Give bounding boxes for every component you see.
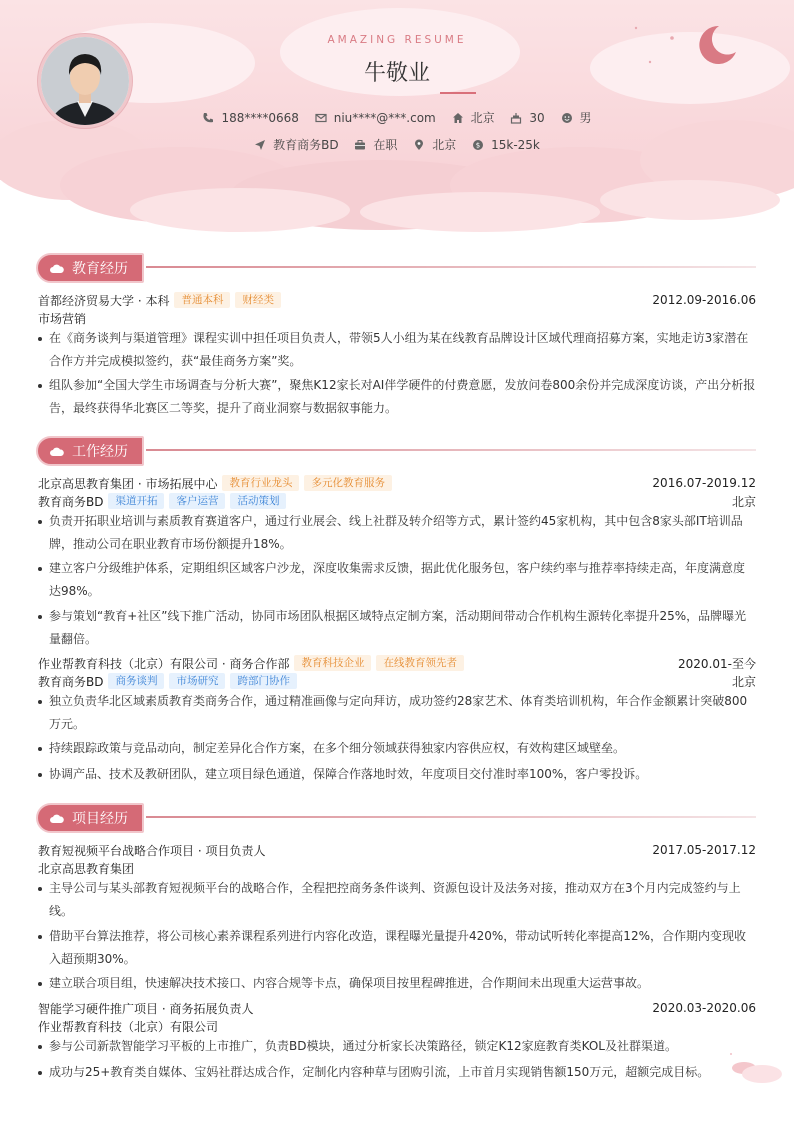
- project-org-row: [38, 1018, 756, 1034]
- section-projects: [36, 802, 144, 834]
- tagline: AMAZING RESUME: [327, 34, 467, 46]
- resume-header: [0, 0, 794, 232]
- project-org: 作业帮教育科技（北京）有限公司: [38, 1019, 219, 1034]
- home-icon: [452, 112, 464, 124]
- tag: 教育行业龙头: [222, 475, 299, 491]
- section-pill: [36, 436, 144, 466]
- education-major-row: [38, 310, 756, 326]
- cloud-icon: [50, 264, 64, 273]
- project-name: 教育短视频平台战略合作项目 · 项目负责人: [38, 843, 266, 858]
- skill-tag: 市场研究: [169, 673, 225, 689]
- cake-icon: [510, 112, 522, 124]
- school-name: 首都经济贸易大学 · 本科: [38, 293, 170, 308]
- status-value: 在职: [373, 138, 398, 152]
- phone-value: 188****0668: [221, 110, 299, 125]
- position-item: [254, 136, 338, 153]
- cloud-icon: [50, 814, 64, 823]
- job-intent-row: [0, 136, 794, 154]
- list-item: 建立客户分级维护体系，定期组织区域客户沙龙，深度收集需求反馈，据此优化服务包，客户续约率与推荐率持续走高，年度满意度达98%。: [38, 557, 756, 603]
- list-item: 主导公司与某头部教育短视频平台的战略合作，全程把控商务条件谈判、资源包设计及法务对接，推动双方在3个月内完成签约与上线。: [38, 877, 756, 923]
- list-item: 独立负责华北区域素质教育类商务合作，通过精准画像与定向拜访，成功签约28家艺术、体育类培训机构，年合作金额累计突破800万元。: [38, 690, 756, 736]
- project-org: 北京高思教育集团: [38, 861, 135, 876]
- section-title-text: 工作经历: [72, 444, 128, 460]
- skill-tag: 客户运营: [169, 493, 225, 509]
- name-underline: [440, 92, 476, 94]
- home-value: 北京: [470, 111, 495, 125]
- phone-icon: [202, 112, 214, 124]
- section-rule: [146, 266, 756, 268]
- position-value: 教育商务BD: [273, 138, 339, 152]
- gender-item: [561, 109, 592, 126]
- list-item: 协调产品、技术及教研团队，建立项目绿色通道，保障合作落地时效，年度项目交付准时率100%，客户零投诉。: [38, 763, 756, 786]
- education-period: 2012.09-2016.06: [652, 293, 756, 307]
- section-rule: [146, 449, 756, 451]
- section-pill: [36, 253, 144, 283]
- project-period: 2020.03-2020.06: [652, 1001, 756, 1015]
- mail-icon: [315, 112, 327, 124]
- job-period: 2020.01-至今: [678, 656, 756, 671]
- education-header: [38, 292, 756, 308]
- candidate-name: 牛敬业: [363, 61, 430, 86]
- gender-icon: [561, 112, 573, 124]
- company-name: 作业帮教育科技（北京）有限公司 · 商务合作部: [38, 656, 290, 671]
- section-work: [36, 435, 144, 467]
- tag: 教育科技企业: [294, 655, 371, 671]
- tag: 在线教育领先者: [376, 655, 464, 671]
- skill-tag: 跨部门协作: [230, 673, 297, 689]
- email-item: [315, 111, 436, 125]
- list-item: 参与公司新款智能学习平板的上市推广，负责BD模块，通过分析家长决策路径，锁定K12家庭教育类KOL及社群渠道。: [38, 1035, 756, 1058]
- job-header: [38, 655, 756, 671]
- location-icon: [413, 139, 425, 151]
- job-header: [38, 475, 756, 491]
- skill-tag: 商务谈判: [108, 673, 164, 689]
- email-value: niu****@***.com: [333, 110, 436, 125]
- tag: 普通本科: [174, 292, 230, 308]
- phone-item: [202, 111, 298, 125]
- project-header: [38, 1000, 756, 1016]
- major: 市场营销: [38, 311, 87, 326]
- list-item: 组队参加“全国大学生市场调查与分析大赛”，聚焦K12家长对AI伴学硬件的付费意愿，发放问卷800余份并完成深度访谈，产出分析报告，最终获得华北赛区二等奖，提升了商业洞察与数据叙事能力。: [38, 374, 756, 420]
- city-item: [413, 136, 456, 153]
- section-pill: [36, 803, 144, 833]
- project-period: 2017.05-2017.12: [652, 843, 756, 857]
- job-location: 北京: [731, 494, 756, 509]
- money-icon: [472, 139, 484, 151]
- list-item: 参与策划“教育+社区”线下推广活动，协同市场团队根据区域特点定制方案，活动期间带动合作机构生源转化率提升25%，品牌曝光量翻倍。: [38, 605, 756, 651]
- svg-text:$: $: [475, 141, 481, 149]
- job-role: 教育商务BD: [38, 674, 104, 689]
- list-item: 负责开拓职业培训与素质教育赛道客户，通过行业展会、线上社群及转介绍等方式，累计签约45家机构，其中包含8家头部IT培训品牌，推动公司在职业教育市场份额提升18%。: [38, 510, 756, 556]
- section-education: [36, 252, 144, 284]
- project-name: 智能学习硬件推广项目 · 商务拓展负责人: [38, 1001, 254, 1016]
- home-item: [452, 109, 495, 126]
- tag: 多元化教育服务: [304, 475, 392, 491]
- age-item: [510, 111, 544, 125]
- list-item: 持续跟踪政策与竞品动向，制定差异化合作方案，在多个细分领域获得独家内容供应权，有效构建区域壁垒。: [38, 737, 756, 760]
- list-item: 成功与25+教育类自媒体、宝妈社群达成合作，定制化内容种草与团购引流，上市首月实现销售额150万元，超额完成目标。: [38, 1061, 756, 1084]
- job-role-row: [38, 673, 756, 689]
- age-value: 30: [529, 110, 545, 125]
- company-name: 北京高思教育集团 · 市场拓展中心: [38, 476, 218, 491]
- job-role-row: [38, 493, 756, 509]
- project-org-row: [38, 860, 756, 876]
- salary-item: [472, 138, 540, 152]
- list-item: 在《商务谈判与渠道管理》课程实训中担任项目负责人，带领5人小组为某在线教育品牌设计区域代理商招募方案，实地走访3家潜在合作方并完成模拟签约，获“最佳商务方案”奖。: [38, 327, 756, 373]
- skill-tag: 活动策划: [230, 493, 286, 509]
- salary-value: 15k-25k: [491, 137, 540, 152]
- contact-row: [0, 109, 794, 127]
- status-item: [354, 136, 397, 153]
- section-title-text: 项目经历: [72, 811, 128, 827]
- cloud-decoration-icon: [728, 1052, 784, 1086]
- list-item: 建立联合项目组，快速解决技术接口、内容合规等卡点，确保项目按里程碑推进，合作期间未出现重大运营事故。: [38, 972, 756, 995]
- section-rule: [146, 816, 756, 818]
- skill-tag: 渠道开拓: [108, 493, 164, 509]
- job-period: 2016.07-2019.12: [652, 476, 756, 490]
- cloud-icon: [50, 447, 64, 456]
- project-header: [38, 842, 756, 858]
- gender-value: 男: [579, 111, 592, 125]
- send-icon: [254, 139, 266, 151]
- city-value: 北京: [432, 138, 457, 152]
- briefcase-icon: [354, 139, 366, 151]
- tag: 财经类: [235, 292, 281, 308]
- job-role: 教育商务BD: [38, 494, 104, 509]
- job-location: 北京: [731, 674, 756, 689]
- list-item: 借助平台算法推荐，将公司核心素养课程系列进行内容化改造，课程曝光量提升420%，带动试听转化率提高12%，合作期内变现收入超预期30%。: [38, 925, 756, 971]
- section-title-text: 教育经历: [72, 261, 128, 277]
